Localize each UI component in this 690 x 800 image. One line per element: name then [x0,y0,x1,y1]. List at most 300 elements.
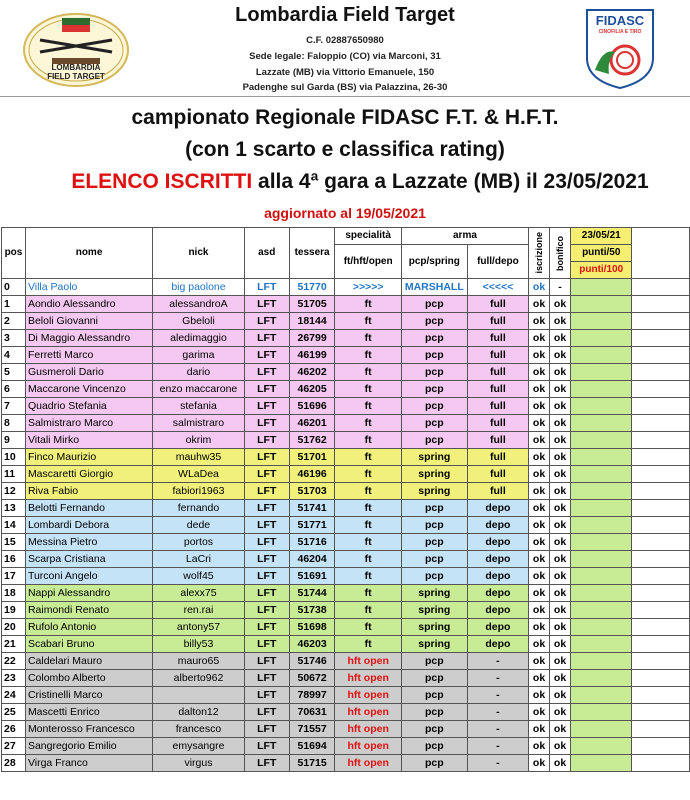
nick-cell: stefania [153,398,245,415]
spec-cell: ft [335,364,401,381]
pos-cell: 8 [2,415,26,432]
association-name: Lombardia Field Target [235,4,455,26]
arma-cell: pcp [401,534,467,551]
full-depo-cell: full [467,313,528,330]
extra-cell [632,313,690,330]
arma-cell: pcp [401,381,467,398]
score-cell [571,466,632,483]
table-row [2,296,690,313]
iscrizione-cell: ok [529,500,550,517]
score-cell [571,687,632,704]
address-line-2: Lazzate (MB) via Vittorio Emanuele, 150 [255,67,435,78]
pos-cell: 24 [2,687,26,704]
score-cell [571,704,632,721]
name-cell: Lombardi Debora [25,517,152,534]
iscrizione-cell: ok [529,466,550,483]
table-row [2,738,690,755]
tessera-cell: 46205 [289,381,335,398]
col-nick: nick [153,228,245,279]
name-cell: Vitali Mirko [25,432,152,449]
pos-cell: 20 [2,619,26,636]
name-cell: Belotti Fernando [25,500,152,517]
asd-cell: LFT [244,755,289,772]
arma-cell: pcp [401,670,467,687]
name-cell: Nappi Alessandro [25,585,152,602]
lombardia-field-target-logo [22,12,130,88]
bonifico-cell: ok [550,687,571,704]
bonifico-cell: ok [550,738,571,755]
col-tessera: tessera [289,228,335,279]
table-row [2,755,690,772]
table-row [2,330,690,347]
pos-cell: 2 [2,313,26,330]
bonifico-cell: ok [550,415,571,432]
nick-cell: garima [153,347,245,364]
table-row [2,551,690,568]
table-row [2,500,690,517]
full-depo-cell: depo [467,636,528,653]
extra-cell [632,551,690,568]
entries-title [30,170,690,194]
table-row [2,704,690,721]
score-cell [571,568,632,585]
iscrizione-cell: ok [529,347,550,364]
score-cell [571,449,632,466]
fidasc-logo-subtext: CINOFILIA E TIRO [598,29,642,35]
spec-cell: ft [335,483,401,500]
pos-cell: 7 [2,398,26,415]
full-depo-cell: - [467,687,528,704]
address-line-3: Padenghe sul Garda (BS) via Palazzina, 26-30 [242,82,448,93]
nick-cell: alexx75 [153,585,245,602]
extra-cell [632,619,690,636]
bonifico-cell: - [550,279,571,296]
nick-cell: wolf45 [153,568,245,585]
pos-cell: 4 [2,347,26,364]
name-cell: Mascetti Enrico [25,704,152,721]
name-cell: Ferretti Marco [25,347,152,364]
arma-cell: pcp [401,364,467,381]
score-cell [571,483,632,500]
nick-cell: WLaDea [153,466,245,483]
nick-cell: big paolone [153,279,245,296]
name-cell: Maccarone Vincenzo [25,381,152,398]
full-depo-cell: depo [467,534,528,551]
name-cell: Salmistraro Marco [25,415,152,432]
bonifico-cell: ok [550,381,571,398]
spec-cell: ft [335,432,401,449]
tessera-cell: 18144 [289,313,335,330]
score-cell [571,347,632,364]
arma-cell: pcp [401,500,467,517]
table-row [2,483,690,500]
pos-cell: 3 [2,330,26,347]
logo-text-line1: LOMBARDIA [51,63,101,72]
tessera-cell: 51703 [289,483,335,500]
tessera-cell: 51770 [289,279,335,296]
nick-cell: virgus [153,755,245,772]
name-cell: Turconi Angelo [25,568,152,585]
bonifico-cell: ok [550,432,571,449]
score-cell [571,636,632,653]
nick-cell: billy53 [153,636,245,653]
full-depo-cell: <<<<< [467,279,528,296]
arma-cell: pcp [401,432,467,449]
score-cell [571,500,632,517]
name-cell: Finco Maurizio [25,449,152,466]
bonifico-cell: ok [550,721,571,738]
asd-cell: LFT [244,398,289,415]
arma-cell: spring [401,449,467,466]
iscrizione-cell: ok [529,653,550,670]
asd-cell: LFT [244,670,289,687]
nick-cell: fabiori1963 [153,483,245,500]
arma-cell: pcp [401,568,467,585]
full-depo-cell: - [467,738,528,755]
spec-cell: ft [335,585,401,602]
extra-cell [632,364,690,381]
table-row [2,670,690,687]
iscrizione-cell: ok [529,517,550,534]
extra-cell [632,653,690,670]
spec-cell: ft [335,381,401,398]
spec-cell: ft [335,534,401,551]
table-row [2,636,690,653]
iscrizione-cell: ok [529,687,550,704]
tessera-cell: 46196 [289,466,335,483]
iscrizione-cell: ok [529,449,550,466]
document-header [0,0,690,97]
full-depo-cell: - [467,721,528,738]
name-cell: Aondio Alessandro [25,296,152,313]
asd-cell: LFT [244,653,289,670]
spec-cell: ft [335,500,401,517]
name-cell: Monterosso Francesco [25,721,152,738]
pos-cell: 0 [2,279,26,296]
extra-cell [632,568,690,585]
tessera-cell: 46203 [289,636,335,653]
championship-subtitle: (con 1 scarto e classifica rating) [185,138,505,161]
table-row [2,364,690,381]
bonifico-cell: ok [550,636,571,653]
asd-cell: LFT [244,313,289,330]
bonifico-cell: ok [550,755,571,772]
asd-cell: LFT [244,483,289,500]
nick-cell: francesco [153,721,245,738]
asd-cell: LFT [244,704,289,721]
score-cell [571,653,632,670]
extra-cell [632,398,690,415]
full-depo-cell: depo [467,500,528,517]
pos-cell: 18 [2,585,26,602]
col-punti100: punti/100 [571,262,632,279]
asd-cell: LFT [244,551,289,568]
spec-cell: hft open [335,738,401,755]
bonifico-cell: ok [550,517,571,534]
iscrizione-cell: ok [529,636,550,653]
fidasc-logo [585,8,655,90]
spec-cell: ft [335,602,401,619]
bonifico-cell: ok [550,602,571,619]
table-row [2,585,690,602]
arma-cell: spring [401,636,467,653]
nick-cell: okrim [153,432,245,449]
nick-cell: ren.rai [153,602,245,619]
pos-cell: 12 [2,483,26,500]
col-arma: arma [401,228,528,245]
asd-cell: LFT [244,738,289,755]
name-cell: Caldelari Mauro [25,653,152,670]
full-depo-cell: full [467,364,528,381]
bonifico-cell: ok [550,483,571,500]
nick-cell: aledimaggio [153,330,245,347]
table-row [2,398,690,415]
table-row [2,568,690,585]
full-depo-cell: full [467,415,528,432]
full-depo-cell: full [467,347,528,364]
full-depo-cell: full [467,483,528,500]
full-depo-cell: depo [467,585,528,602]
name-cell: Colombo Alberto [25,670,152,687]
extra-cell [632,704,690,721]
name-cell: Mascaretti Giorgio [25,466,152,483]
spec-cell: >>>>> [335,279,401,296]
name-cell: Riva Fabio [25,483,152,500]
updated-date: aggiornato al 19/05/2021 [264,205,426,221]
score-cell [571,364,632,381]
nick-cell: Gbeloli [153,313,245,330]
spec-cell: ft [335,551,401,568]
nick-cell [153,687,245,704]
arma-cell: pcp [401,517,467,534]
asd-cell: LFT [244,279,289,296]
col-date: 23/05/21 [571,228,632,245]
iscrizione-cell: ok [529,704,550,721]
score-cell [571,551,632,568]
iscrizione-cell: ok [529,330,550,347]
score-cell [571,432,632,449]
full-depo-cell: depo [467,568,528,585]
nick-cell: emysangre [153,738,245,755]
asd-cell: LFT [244,381,289,398]
full-depo-cell: depo [467,619,528,636]
spec-cell: ft [335,398,401,415]
pos-cell: 26 [2,721,26,738]
asd-cell: LFT [244,347,289,364]
col-specialita: specialità [335,228,401,245]
asd-cell: LFT [244,602,289,619]
arma-cell: pcp [401,330,467,347]
col-sub-spec: ft/hft/open [335,245,401,279]
extra-cell [632,500,690,517]
full-depo-cell: full [467,381,528,398]
nick-cell: LaCri [153,551,245,568]
extra-cell [632,466,690,483]
table-row [2,347,690,364]
asd-cell: LFT [244,721,289,738]
col-punti50: punti/50 [571,245,632,262]
full-depo-cell: - [467,670,528,687]
bonifico-cell: ok [550,313,571,330]
score-cell [571,534,632,551]
iscrizione-cell: ok [529,602,550,619]
asd-cell: LFT [244,619,289,636]
score-cell [571,721,632,738]
asd-cell: LFT [244,449,289,466]
iscrizione-cell: ok [529,721,550,738]
col-bonifico: bonifico [550,228,571,279]
table-row [2,619,690,636]
pos-cell: 27 [2,738,26,755]
nick-cell: salmistraro [153,415,245,432]
asd-cell: LFT [244,466,289,483]
tax-code: C.F. 02887650980 [306,35,384,46]
tessera-cell: 51715 [289,755,335,772]
nick-cell: dede [153,517,245,534]
bonifico-cell: ok [550,398,571,415]
score-cell [571,313,632,330]
iscrizione-cell: ok [529,755,550,772]
name-cell: Villa Paolo [25,279,152,296]
full-depo-cell: - [467,653,528,670]
table-row [2,279,690,296]
pos-cell: 11 [2,466,26,483]
tessera-cell: 70631 [289,704,335,721]
iscrizione-cell: ok [529,381,550,398]
spec-cell: hft open [335,755,401,772]
score-cell [571,296,632,313]
arma-cell: pcp [401,687,467,704]
name-cell: Di Maggio Alessandro [25,330,152,347]
name-cell: Rufolo Antonio [25,619,152,636]
arma-cell: spring [401,619,467,636]
full-depo-cell: - [467,755,528,772]
score-cell [571,398,632,415]
extra-cell [632,517,690,534]
bonifico-cell: ok [550,347,571,364]
iscrizione-cell: ok [529,670,550,687]
pos-cell: 22 [2,653,26,670]
extra-cell [632,347,690,364]
bonifico-cell: ok [550,296,571,313]
asd-cell: LFT [244,636,289,653]
tessera-cell: 26799 [289,330,335,347]
spec-cell: ft [335,466,401,483]
pos-cell: 1 [2,296,26,313]
tessera-cell: 78997 [289,687,335,704]
arma-cell: MARSHALL [401,279,467,296]
table-row [2,432,690,449]
extra-cell [632,483,690,500]
tessera-cell: 46202 [289,364,335,381]
pos-cell: 6 [2,381,26,398]
asd-cell: LFT [244,500,289,517]
iscrizione-cell: ok [529,415,550,432]
bonifico-cell: ok [550,568,571,585]
tessera-cell: 51738 [289,602,335,619]
name-cell: Virga Franco [25,755,152,772]
bonifico-cell: ok [550,619,571,636]
extra-cell [632,415,690,432]
score-cell [571,619,632,636]
score-cell [571,330,632,347]
arma-cell: pcp [401,721,467,738]
nick-cell: antony57 [153,619,245,636]
table-row [2,466,690,483]
table-row [2,721,690,738]
iscrizione-cell: ok [529,313,550,330]
full-depo-cell: depo [467,602,528,619]
tessera-cell: 51705 [289,296,335,313]
bonifico-cell: ok [550,364,571,381]
extra-cell [632,296,690,313]
iscrizione-cell: ok [529,398,550,415]
pos-cell: 16 [2,551,26,568]
spec-cell: hft open [335,721,401,738]
pos-cell: 15 [2,534,26,551]
tessera-cell: 51696 [289,398,335,415]
spec-cell: ft [335,296,401,313]
asd-cell: LFT [244,415,289,432]
arma-cell: pcp [401,296,467,313]
name-cell: Scabari Bruno [25,636,152,653]
arma-cell: pcp [401,755,467,772]
score-cell [571,755,632,772]
name-cell: Sangregorio Emilio [25,738,152,755]
arma-cell: pcp [401,415,467,432]
nick-cell: dario [153,364,245,381]
pos-cell: 17 [2,568,26,585]
full-depo-cell: full [467,398,528,415]
table-row [2,415,690,432]
score-cell [571,585,632,602]
table-row [2,534,690,551]
tessera-cell: 51762 [289,432,335,449]
table-row [2,449,690,466]
score-cell [571,381,632,398]
nick-cell: alberto962 [153,670,245,687]
bonifico-cell: ok [550,500,571,517]
nick-cell: dalton12 [153,704,245,721]
full-depo-cell: full [467,296,528,313]
spec-cell: ft [335,330,401,347]
nick-cell: portos [153,534,245,551]
bonifico-cell: ok [550,585,571,602]
nick-cell: mauhw35 [153,449,245,466]
iscrizione-cell: ok [529,738,550,755]
extra-cell [632,279,690,296]
arma-cell: spring [401,466,467,483]
full-depo-cell: full [467,466,528,483]
arma-cell: pcp [401,704,467,721]
event-description: alla 4ª gara a Lazzate (MB) il 23/05/2021 [252,170,649,193]
arma-cell: pcp [401,738,467,755]
table-row [2,381,690,398]
full-depo-cell: full [467,432,528,449]
entries-label: ELENCO ISCRITTI [71,170,253,193]
pos-cell: 5 [2,364,26,381]
asd-cell: LFT [244,517,289,534]
bonifico-cell: ok [550,449,571,466]
extra-cell [632,602,690,619]
spec-cell: hft open [335,670,401,687]
iscrizione-cell: ok [529,619,550,636]
tessera-cell: 51694 [289,738,335,755]
tessera-cell: 71557 [289,721,335,738]
full-depo-cell: depo [467,551,528,568]
tessera-cell: 50672 [289,670,335,687]
table-row [2,313,690,330]
